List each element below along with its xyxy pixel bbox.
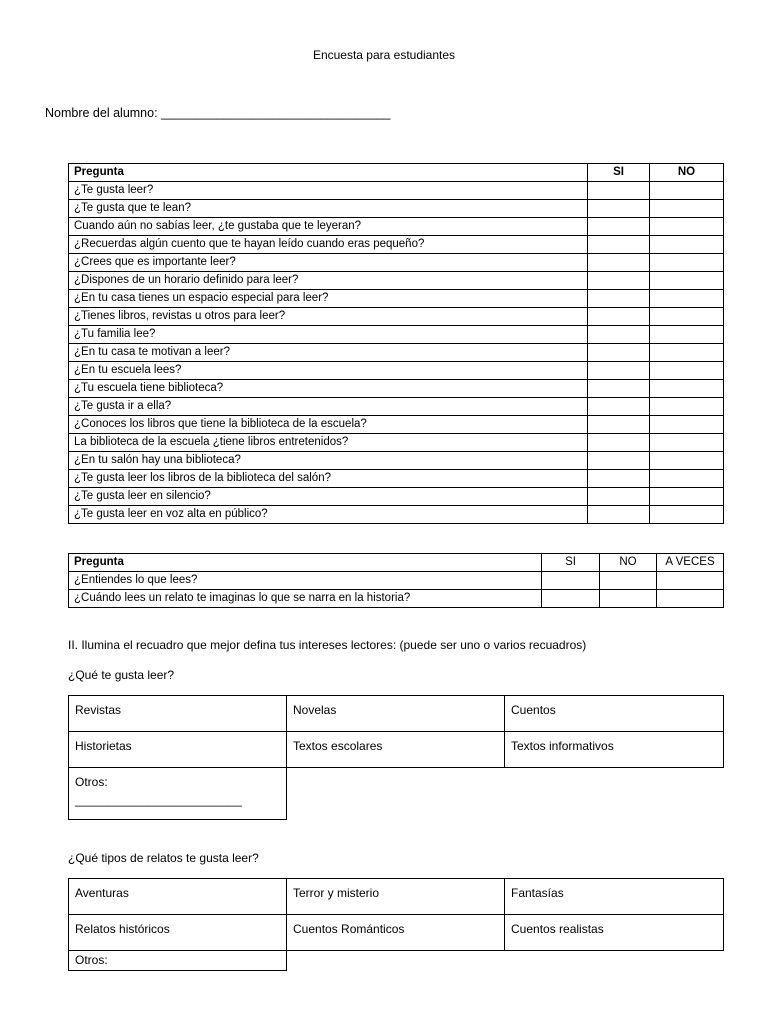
story-types-grid [68,878,724,971]
question-cell: ¿Crees que es importante leer? [69,254,588,272]
option-cell[interactable]: Aventuras [69,879,287,915]
table-row [69,254,724,272]
table-row [69,506,724,524]
answer-no-cell[interactable] [650,488,724,506]
option-cell-other[interactable] [69,768,287,820]
answer-si-cell[interactable] [542,572,600,590]
other-answer-line[interactable]: _________________________ [75,793,242,807]
option-cell[interactable]: Fantasías [505,879,724,915]
answer-si-cell[interactable] [588,344,650,362]
table-row [69,236,724,254]
table-row [69,326,724,344]
option-row [69,732,724,768]
option-cell[interactable]: Cuentos [505,696,724,732]
table-row [69,272,724,290]
answer-si-cell[interactable] [588,272,650,290]
answer-si-cell[interactable] [588,416,650,434]
table-row [69,416,724,434]
answer-no-cell[interactable] [650,254,724,272]
question-cell: ¿Cuándo lees un relato te imaginas lo que se narra en la historia? [69,590,542,608]
option-cell[interactable]: Textos informativos [505,732,724,768]
answer-no-cell[interactable] [650,380,724,398]
answer-no-cell[interactable] [650,434,724,452]
header-a-veces: A VECES [657,554,724,572]
option-cell[interactable]: Textos escolares [287,732,505,768]
question-cell: ¿Te gusta ir a ella? [69,398,588,416]
answer-no-cell[interactable] [650,398,724,416]
question-cell: ¿Tienes libros, revistas u otros para leer? [69,308,588,326]
table-header-row [69,164,724,182]
answer-no-cell[interactable] [650,272,724,290]
answer-si-cell[interactable] [542,590,600,608]
table-row [69,572,724,590]
other-row [69,768,724,820]
answer-si-cell[interactable] [588,452,650,470]
answer-no-cell[interactable] [650,326,724,344]
answer-no-cell[interactable] [650,290,724,308]
answer-a-veces-cell[interactable] [657,572,724,590]
other-label: Otros: [75,775,108,789]
answer-no-cell[interactable] [650,470,724,488]
option-cell[interactable]: Cuentos realistas [505,915,724,951]
option-cell[interactable]: Relatos históricos [69,915,287,951]
answer-no-cell[interactable] [600,572,657,590]
question-cell: ¿Tu escuela tiene biblioteca? [69,380,588,398]
answer-si-cell[interactable] [588,380,650,398]
option-cell[interactable]: Cuentos Románticos [287,915,505,951]
table-row [69,590,724,608]
option-row [69,879,724,915]
table-row [69,308,724,326]
question-cell: ¿Te gusta leer? [69,182,588,200]
answer-si-cell[interactable] [588,470,650,488]
question-cell: ¿Entiendes lo que lees? [69,572,542,590]
answer-si-cell[interactable] [588,308,650,326]
yes-no-sometimes-table [68,553,724,608]
option-row [69,696,724,732]
table-row [69,362,724,380]
question-cell: Cuando aún no sabías leer, ¿te gustaba que te leyeran? [69,218,588,236]
answer-si-cell[interactable] [588,182,650,200]
answer-si-cell[interactable] [588,398,650,416]
answer-si-cell[interactable] [588,434,650,452]
table-row [69,452,724,470]
section-ii-instructions: II. Ilumina el recuadro que mejor defina tus intereses lectores: (puede ser uno o varios recuadros) [68,638,587,652]
question-cell: ¿Te gusta leer en silencio? [69,488,588,506]
answer-no-cell[interactable] [650,308,724,326]
table-row [69,290,724,308]
table-header-row [69,554,724,572]
answer-a-veces-cell[interactable] [657,590,724,608]
answer-si-cell[interactable] [588,488,650,506]
table-row [69,380,724,398]
table-row [69,488,724,506]
answer-si-cell[interactable] [588,326,650,344]
reading-interests-grid [68,695,724,820]
answer-si-cell[interactable] [588,200,650,218]
table-row [69,200,724,218]
answer-no-cell[interactable] [650,182,724,200]
answer-no-cell[interactable] [650,200,724,218]
answer-no-cell[interactable] [650,344,724,362]
question-cell: ¿En tu salón hay una biblioteca? [69,452,588,470]
answer-si-cell[interactable] [588,506,650,524]
header-si: SI [588,164,650,182]
question-cell: ¿Te gusta que te lean? [69,200,588,218]
option-cell[interactable]: Historietas [69,732,287,768]
answer-no-cell[interactable] [650,236,724,254]
page-title: Encuesta para estudiantes [312,48,456,62]
question-cell: ¿En tu casa te motivan a leer? [69,344,588,362]
answer-no-cell[interactable] [650,416,724,434]
option-row [69,915,724,951]
student-name-field[interactable]: Nombre del alumno: _________________________________ [45,106,391,120]
question-cell: ¿Dispones de un horario definido para leer? [69,272,588,290]
answer-si-cell[interactable] [588,236,650,254]
answer-no-cell[interactable] [650,362,724,380]
question-cell: ¿Conoces los libros que tiene la biblioteca de la escuela? [69,416,588,434]
answer-no-cell[interactable] [650,452,724,470]
header-no: NO [650,164,724,182]
table-row [69,218,724,236]
option-cell[interactable]: Revistas [69,696,287,732]
table-row [69,344,724,362]
header-question: Pregunta [69,554,542,572]
question-cell: ¿En tu escuela lees? [69,362,588,380]
table-row [69,182,724,200]
option-cell-other[interactable]: Otros: [69,951,287,971]
header-question: Pregunta [69,164,588,182]
answer-no-cell[interactable] [650,218,724,236]
question-cell: ¿Te gusta leer en voz alta en público? [69,506,588,524]
answer-no-cell[interactable] [600,590,657,608]
table-row [69,434,724,452]
table-row [69,470,724,488]
question-cell: ¿Te gusta leer los libros de la biblioteca del salón? [69,470,588,488]
answer-si-cell[interactable] [588,218,650,236]
question-story-types: ¿Qué tipos de relatos te gusta leer? [68,851,259,865]
answer-si-cell[interactable] [588,362,650,380]
table-row [69,398,724,416]
question-what-to-read: ¿Qué te gusta leer? [68,668,175,682]
question-cell: ¿Tu familia lee? [69,326,588,344]
yes-no-table [68,163,724,524]
answer-no-cell[interactable] [650,506,724,524]
header-no: NO [600,554,657,572]
question-cell: ¿En tu casa tienes un espacio especial para leer? [69,290,588,308]
question-cell: La biblioteca de la escuela ¿tiene libros entretenidos? [69,434,588,452]
option-cell[interactable]: Novelas [287,696,505,732]
answer-si-cell[interactable] [588,290,650,308]
header-si: SI [542,554,600,572]
option-cell[interactable]: Terror y misterio [287,879,505,915]
question-cell: ¿Recuerdas algún cuento que te hayan leído cuando eras pequeño? [69,236,588,254]
answer-si-cell[interactable] [588,254,650,272]
other-row [69,951,724,971]
